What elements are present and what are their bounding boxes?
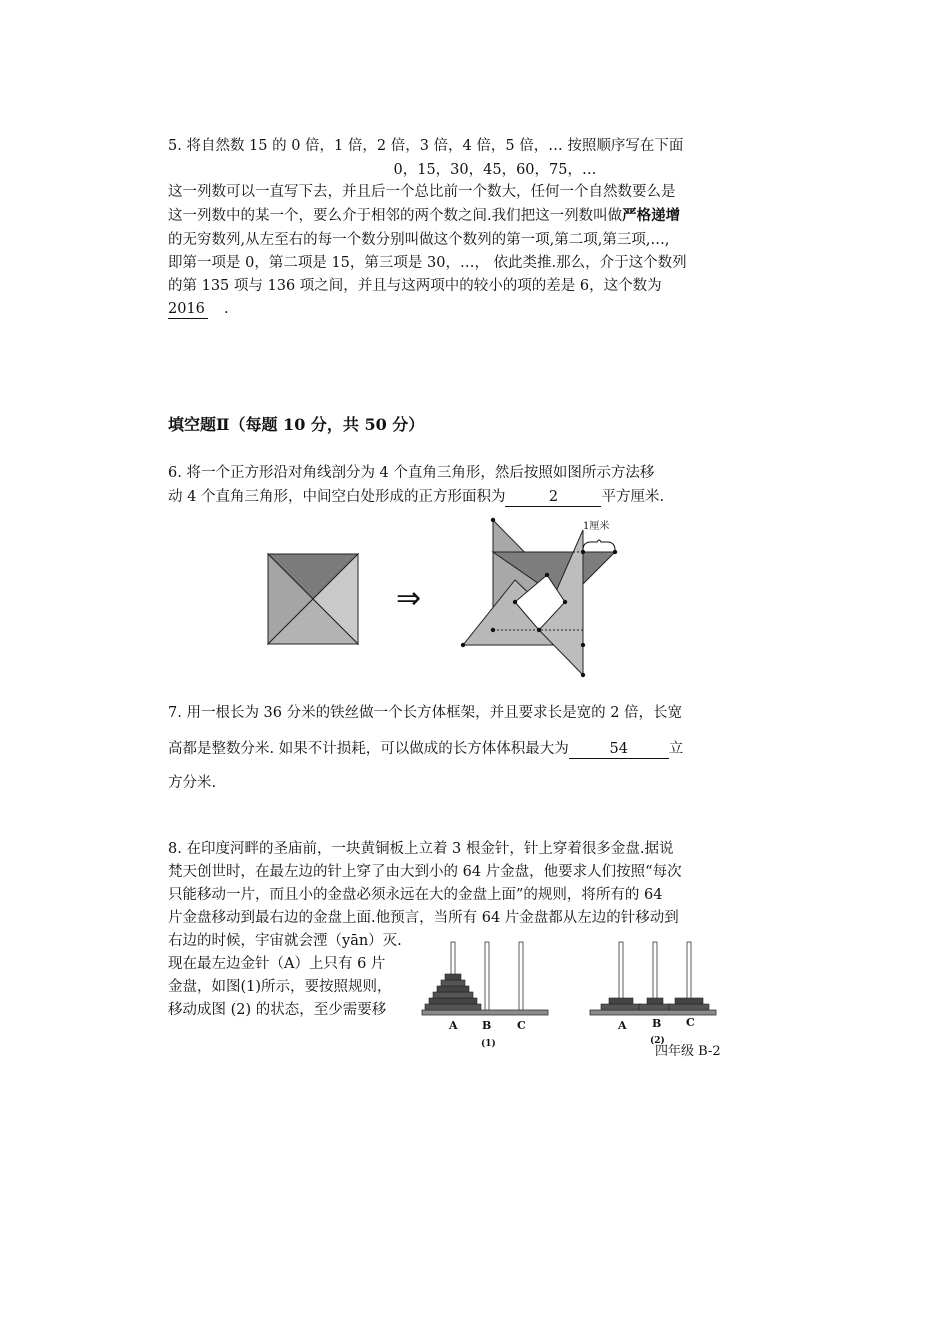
fig2-label-a: A bbox=[618, 1019, 627, 1032]
q6-vertex bbox=[537, 628, 541, 632]
section-heading: 填空题Ⅱ（每题 10 分，共 50 分） bbox=[168, 415, 425, 434]
q5-line-1: 5. 将自然数 15 的 0 倍，1 倍，2 倍，3 倍，4 倍，5 倍，… 按照顺序写在下面 bbox=[168, 138, 684, 154]
q6-vertex bbox=[581, 643, 585, 647]
page-footer: 四年级 B-2 bbox=[655, 1044, 721, 1059]
q6-line-2 bbox=[168, 487, 664, 507]
q5-line-3 bbox=[168, 206, 680, 226]
hanoi-disk bbox=[425, 1004, 481, 1010]
q5-answer-line bbox=[168, 299, 229, 319]
q8-line-4: 片金盘移动到最右边的金盘上面.他预言，当所有 64 片金盘都从左边的针移动到 bbox=[168, 910, 679, 926]
q6-answer: 2 bbox=[505, 488, 601, 507]
q5-end: . bbox=[224, 301, 229, 317]
fig2-label-c: C bbox=[686, 1016, 695, 1029]
q6-vertex bbox=[613, 550, 617, 554]
fig2-caption: (2) bbox=[650, 1036, 665, 1046]
q7-line-2 bbox=[168, 739, 683, 759]
q8-line-1: 8. 在印度河畔的圣庙前，一块黄铜板上立着 3 根金针，针上穿着很多金盘.据说 bbox=[168, 841, 674, 857]
q5-line-4: 的无穷数列,从左至右的每一个数分别叫做这个数列的第一项,第二项,第三项,…, bbox=[168, 232, 670, 248]
q8-line-3: 只能移动一片，而且小的金盘必须永远在大的金盘上面”的规则，将所有的 64 bbox=[168, 887, 663, 903]
q6-vertex bbox=[491, 628, 495, 632]
q6-line-1: 6. 将一个正方形沿对角线剖分为 4 个直角三角形，然后按照如图所示方法移 bbox=[168, 465, 655, 481]
q7-line-3: 方分米. bbox=[168, 775, 217, 791]
q8-line-2: 梵天创世时，在最左边的针上穿了由大到小的 64 片金盘，他要求人们按照“每次 bbox=[168, 864, 682, 880]
q8-line-6: 现在最左边金针（A）上只有 6 片 bbox=[168, 956, 386, 972]
hanoi-peg-c bbox=[519, 942, 523, 1010]
q5-line-3-text: 这一列数中的某一个，要么介于相邻的两个数之间.我们把这一列数叫做 bbox=[168, 208, 623, 224]
q6-rearranged-figure bbox=[455, 512, 630, 680]
hanoi-base bbox=[590, 1010, 716, 1015]
hanoi-figure-1 bbox=[420, 936, 550, 1018]
hanoi-base bbox=[422, 1010, 548, 1015]
fig1-label-a: A bbox=[449, 1019, 458, 1032]
hanoi-disk bbox=[609, 998, 633, 1004]
arrow-icon: ⇒ bbox=[396, 581, 422, 616]
q5-sequence: 0，15，30，45，60，75，… bbox=[393, 162, 597, 178]
hanoi-disk bbox=[639, 1004, 671, 1010]
q5-line-2: 这一列数可以一直写下去，并且后一个总比前一个数大，任何一个自然数要么是 bbox=[168, 184, 676, 200]
q6-vertex bbox=[491, 518, 495, 522]
fig1-caption: (1) bbox=[481, 1039, 496, 1049]
q5-line-6: 的第 135 项与 136 项之间，并且与这两项中的较小的项的差是 6，这个数为 bbox=[168, 278, 662, 294]
q6-vertex bbox=[461, 643, 465, 647]
hanoi-disk bbox=[647, 998, 663, 1004]
hanoi-disk bbox=[669, 1004, 709, 1010]
q6-vertex bbox=[581, 550, 585, 554]
hanoi-disk bbox=[441, 980, 465, 986]
hanoi-disk bbox=[675, 998, 703, 1004]
hanoi-peg-b bbox=[485, 942, 489, 1010]
q6-brace-icon bbox=[583, 540, 615, 550]
q5-term-strictly-increasing: 严格递增 bbox=[622, 207, 681, 224]
q6-vertex bbox=[581, 673, 585, 677]
q6-line-2-text: 动 4 个直角三角形，中间空白处形成的正方形面积为 bbox=[168, 489, 506, 505]
q5-line-5: 即第一项是 0，第二项是 15，第三项是 30，…， 依此类推.那么，介于这个数列 bbox=[168, 255, 687, 271]
hanoi-figure-2 bbox=[588, 936, 718, 1018]
hanoi-disk bbox=[429, 998, 477, 1004]
q5-answer: 2016 bbox=[168, 300, 208, 319]
q6-vertex bbox=[563, 600, 567, 604]
q6-vertex bbox=[545, 573, 549, 577]
q7-answer: 54 bbox=[569, 740, 669, 759]
hanoi-disk bbox=[433, 992, 473, 998]
q7-line-1: 7. 用一根长为 36 分米的铁丝做一个长方体框架，并且要求长是宽的 2 倍，长宽 bbox=[168, 705, 683, 721]
q7-line-2-text: 高都是整数分米. 如果不计损耗，可以做成的长方体体积最大为 bbox=[168, 741, 569, 757]
fig1-label-c: C bbox=[517, 1019, 526, 1032]
q8-line-7: 金盘，如图(1)所示，要按照规则， bbox=[168, 979, 392, 995]
hanoi-disk bbox=[445, 974, 461, 980]
q6-length-label: 1厘米 bbox=[583, 521, 610, 532]
q6-square-figure bbox=[260, 548, 370, 652]
hanoi-disk bbox=[601, 1004, 641, 1010]
q6-unit: 平方厘米. bbox=[601, 489, 665, 505]
hanoi-disk bbox=[437, 986, 469, 992]
fig2-label-b: B bbox=[652, 1017, 662, 1030]
q6-vertex bbox=[513, 600, 517, 604]
fig1-label-b: B bbox=[482, 1019, 492, 1032]
q8-line-5: 右边的时候，宇宙就会湮（yān）灭. bbox=[168, 933, 402, 949]
q8-line-8: 移动成图 (2) 的状态，至少需要移 bbox=[168, 1002, 387, 1018]
q7-unit-start: 立 bbox=[668, 741, 684, 757]
